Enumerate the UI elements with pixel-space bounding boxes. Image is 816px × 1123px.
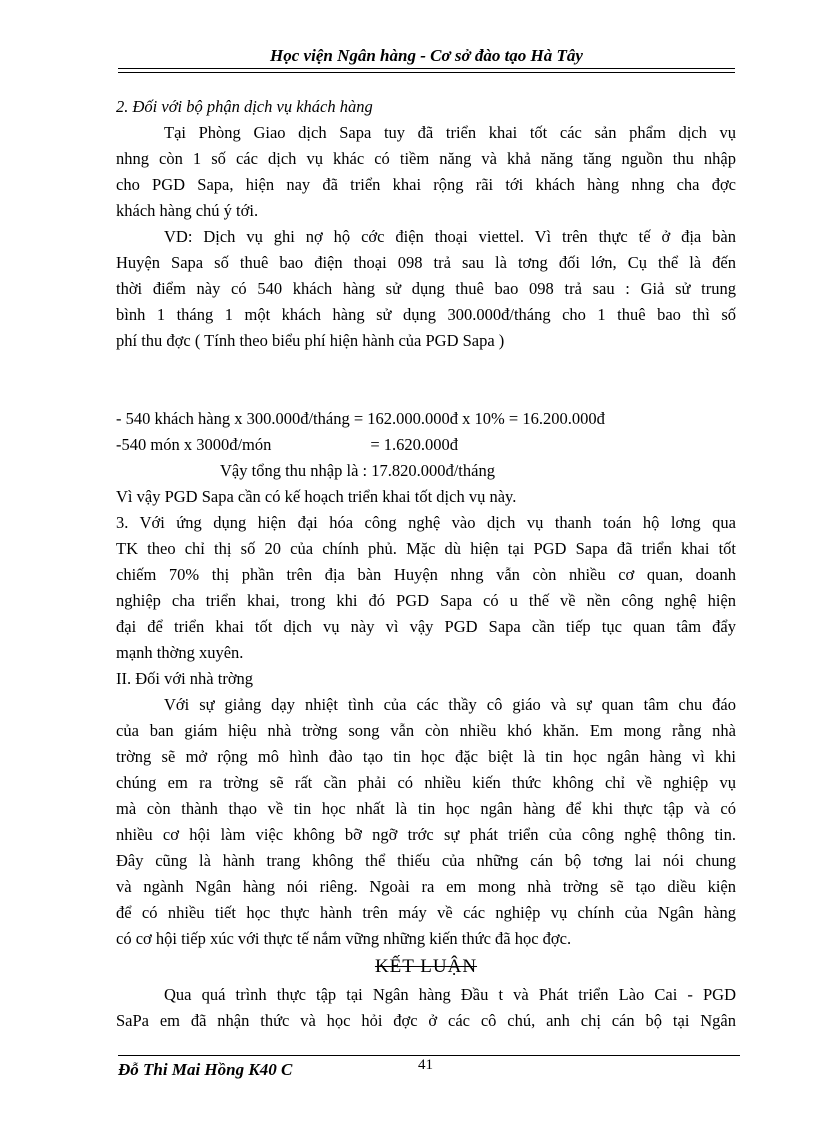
conclusion-title: KẾT LUẬN	[374, 956, 478, 977]
section-3-line: nghiệp cha triển khai, trong khi đó PGD Sapa có u thế về nền công nghệ hiện	[116, 591, 736, 610]
section-II-line: nhiều cơ hội làm việc không bỡ ngỡ trớc sự phát triển của công nghệ thông tin.	[116, 825, 736, 844]
calc-conclusion: Vì vậy PGD Sapa cần có kế hoạch triển khai tốt dịch vụ này.	[116, 487, 517, 506]
section-2-para2-line: thời điểm này có 540 khách hàng sử dụng thuê bao 098 trả sau : Giả sử trung	[116, 279, 736, 298]
section-II-line: Với sự giảng dạy nhiệt tình của các thầy cô giáo và sự quan tâm chu đáo	[164, 695, 736, 714]
section-2-para2-line: VD: Dịch vụ ghi nợ hộ cớc điện thoại viettel. Vì trên thực tế ở địa bàn	[164, 227, 736, 246]
header-rule-thick	[118, 68, 735, 69]
section-II-line: của ban giám hiệu nhà trờng song vẫn còn nhiều khó khăn. Em mong rằng nhà	[116, 721, 736, 740]
section-2-para1-line: cho PGD Sapa, hiện nay đã triển khai rộng rãi tới khách hàng nhng cha đợc	[116, 175, 736, 194]
section-2-heading: 2. Đối với bộ phận dịch vụ khách hàng	[116, 97, 373, 116]
section-2-para2-line: Huyện Sapa số thuê bao điện thoại 098 trả sau là tơng đối lớn, Cụ thể là đến	[116, 253, 736, 272]
page-header-title: Học viện Ngân hàng - Cơ sở đào tạo Hà Tây	[270, 46, 583, 65]
section-3-line: chiếm 70% thị phần trên địa bàn Huyện nhng vẫn còn nhiều cơ quan, doanh	[116, 565, 736, 584]
section-II-line: và ngành Ngân hàng nói riêng. Ngoài ra em mong nhà trờng sẽ tạo diều kiện	[116, 877, 736, 896]
section-2-para2-line: bình 1 tháng 1 một khách hàng sử dụng 300.000đ/tháng cho 1 thuê bao thì số	[116, 305, 736, 324]
section-2-para2-line: phí thu đợc ( Tính theo biểu phí hiện hành của PGD Sapa )	[116, 331, 505, 350]
calc-line-1: - 540 khách hàng x 300.000đ/tháng = 162.000.000đ x 10% = 16.200.000đ	[116, 409, 605, 428]
calc-total: Vậy tổng thu nhập là : 17.820.000đ/tháng	[220, 461, 495, 480]
conclusion-line: Qua quá trình thực tập tại Ngân hàng Đầu t và Phát triển Lào Cai - PGD	[164, 985, 736, 1004]
section-II-heading: II. Đối với nhà trờng	[116, 669, 254, 688]
calc-line-2: -540 món x 3000đ/món = 1.620.000đ	[116, 435, 459, 454]
section-3-line: mạnh thờng xuyên.	[116, 643, 244, 662]
section-2-para1-line: nhng còn 1 số các dịch vụ khác có tiềm năng và khả năng tăng nguồn thu nhập	[116, 149, 736, 168]
section-II-line: trờng sẽ mở rộng mô hình đào tạo tin học đặc biệt là tin học ngân hàng vì khi	[116, 747, 736, 766]
footer-rule	[118, 1055, 740, 1056]
section-3-line: đại để triển khai tốt dịch vụ này vì vậy PGD Sapa cần tiếp tục quan tâm đẩy	[116, 617, 736, 636]
section-2-para1-line: Tại Phòng Giao dịch Sapa tuy đã triển khai tốt các sản phẩm dịch vụ	[164, 123, 736, 142]
section-II-line: mà còn thành thạo về tin học nhất là tin học ngân hàng để khi thực tập và có	[116, 799, 736, 818]
section-3-line: 3. Với ứng dụng hiện đại hóa công nghệ vào dịch vụ thanh toán hộ lơng qua	[116, 513, 736, 532]
section-II-line: có cơ hội tiếp xúc với thực tế nắm vững những kiến thức đã học đợc.	[116, 929, 572, 948]
section-II-line: Đây cũng là hành trang không thể thiếu của những cán bộ tơng lai nói chung	[116, 851, 736, 870]
section-II-line: để có nhiều tiết học thực hành trên máy về các nghiệp vụ chính của Ngân hàng	[116, 903, 736, 922]
header-rule-thin	[118, 72, 735, 73]
section-3-line: TK theo chỉ thị số 20 của chính phủ. Mặc dù hiện tại PGD Sapa đã triển khai tốt	[116, 539, 736, 558]
section-2-para1-line: khách hàng chú ý tới.	[116, 201, 259, 220]
conclusion-line: SaPa em đã nhận thức và học hỏi đợc ở các cô chú, anh chị cán bộ tại Ngân	[116, 1011, 736, 1030]
section-II-line: chúng em ra trờng sẽ rất cần phải có nhiều kiến thức không chỉ về nghiệp vụ	[116, 773, 736, 792]
blank-gap	[116, 354, 736, 406]
document-body	[116, 94, 736, 1034]
page-number: 41	[418, 1057, 433, 1073]
footer-author: Đỗ Thi Mai Hồng K40 C	[118, 1060, 293, 1079]
